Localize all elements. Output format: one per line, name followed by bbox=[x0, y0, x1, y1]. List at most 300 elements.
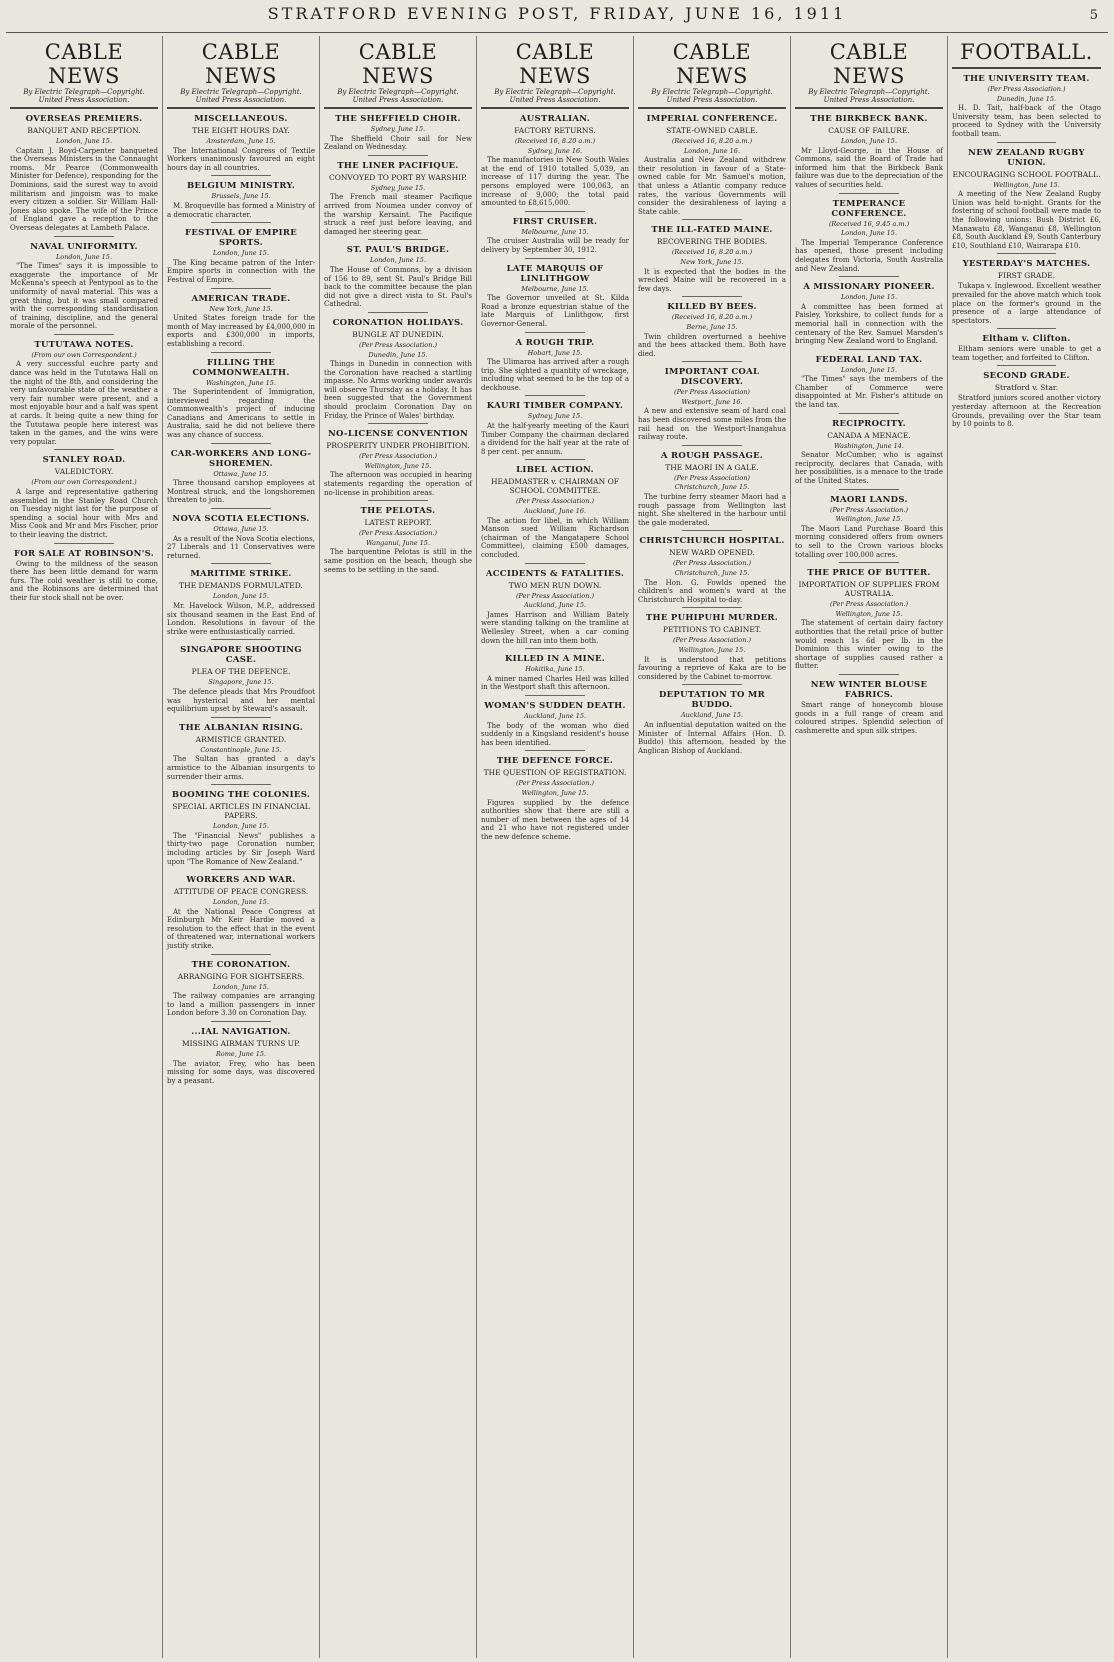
article-byline: (From our own Correspondent.) bbox=[31, 350, 137, 359]
article-headline: NEW ZEALAND RUGBY UNION. bbox=[968, 147, 1085, 168]
article bbox=[795, 349, 943, 410]
article-separator bbox=[839, 349, 898, 350]
article bbox=[795, 562, 943, 671]
article bbox=[638, 361, 786, 442]
article-separator bbox=[211, 1021, 270, 1022]
article-byline: (Per Press Association.) bbox=[359, 529, 437, 538]
article-dateline: London, June 15. bbox=[840, 293, 898, 302]
article bbox=[638, 607, 786, 681]
article-body: United States foreign trade for the month of May increased by £4,000,000 in exports and £300,000 in imports, establishing a record. bbox=[167, 314, 315, 348]
article-byline: (Per Press Association.) bbox=[987, 85, 1066, 93]
article-subheadline: TWO MEN RUN DOWN. bbox=[508, 580, 602, 590]
article-byline: (Received 16, 8.20 a.m.) bbox=[671, 313, 753, 322]
article-dateline: Sydney, June 15. bbox=[370, 125, 426, 133]
article-dateline: Rome, June 15. bbox=[215, 1050, 267, 1059]
article-separator bbox=[368, 155, 427, 156]
article-byline: (Received 16, 8.20 a.m.) bbox=[671, 137, 753, 145]
article-headline: MARITIME STRIKE. bbox=[190, 569, 292, 580]
article-subheadline: SPECIAL ARTICLES IN FINANCIAL PAPERS. bbox=[172, 802, 310, 821]
article-body: The manufactories in New South Wales at the end of 1910 totalled 5,039, an increase of 117 during the year. The persons employed were 100,063, an increase of 9,000; the total paid amounted to £8,615,000. bbox=[481, 156, 629, 208]
article bbox=[481, 332, 629, 393]
article bbox=[324, 312, 472, 420]
article-dateline: Washington, June 15. bbox=[205, 378, 276, 387]
article bbox=[795, 276, 943, 346]
article-body: Mr Lloyd-George, in the House of Commons, said the Board of Trade had informed him that the Birkbeck Bank failure was due to the depreciation of the values of securities held. bbox=[795, 146, 943, 189]
article-body: The Ulimaroa has arrived after a rough trip. She sighted a quantity of wreckage, including what seemed to be the top of a deckhouse. bbox=[481, 358, 629, 392]
article-headline: WOMAN'S SUDDEN DEATH. bbox=[484, 700, 626, 711]
article bbox=[638, 296, 786, 358]
article bbox=[481, 211, 629, 255]
article-dateline: Ottawa, June 15. bbox=[213, 525, 269, 534]
column-header: CABLE NEWS bbox=[829, 40, 909, 88]
article-dateline: London, June 15. bbox=[212, 982, 270, 991]
article-headline: ...IAL NAVIGATION. bbox=[191, 1027, 291, 1038]
article-byline: (Per Press Association.) bbox=[830, 600, 908, 609]
article-subheadline: PLEA OF THE DEFENCE. bbox=[191, 667, 291, 677]
article-body: At the half-yearly meeting of the Kauri Timber Company the chairman declared a dividend for the half year at the rate of 8 per cent. per annum. bbox=[481, 422, 629, 456]
article-body: It is expected that the bodies in the wrecked Maine will be recovered in a few days. bbox=[638, 267, 786, 293]
article-headline: DEPUTATION TO MR BUDDO. bbox=[658, 690, 766, 711]
article-body: The barquentine Pelotas is still in the same position on the beach, though she seems to be settling in the sand. bbox=[324, 548, 472, 574]
article-separator bbox=[839, 674, 898, 675]
page-number: 5 bbox=[1089, 8, 1098, 23]
article-body: The turbine ferry steamer Maori had a rough passage from Wellington last night. She sheltered in the harbour until the gale moderated. bbox=[638, 493, 786, 527]
article-dateline: Dunedin, June 15. bbox=[996, 94, 1057, 103]
article-headline: MAORI LANDS. bbox=[830, 494, 908, 505]
article-separator bbox=[211, 563, 270, 564]
article-dateline: London, June 15. bbox=[212, 592, 270, 601]
article-body: At the National Peace Congress at Edinburgh Mr Keir Hardie moved a resolution to the effect that in the event of threatened war, international workers justify strike. bbox=[167, 907, 315, 951]
article-separator bbox=[211, 869, 270, 870]
article-body: Captain J. Boyd-Carpenter banqueted the Overseas Ministers in the Connaught rooms. Mr Pearce (Commonwealth Minister for Defence), responding for the Dominions, said the surest way to avoid militarism and jingoism was to make every citizen a soldier. Sir William Hall-Jones also spoke. The wife of the Prince of England gave a reception to the Overseas delegates at Lambeth Palace. bbox=[10, 146, 158, 232]
article-separator bbox=[525, 750, 584, 751]
column-subheader: United Press Association. bbox=[823, 96, 915, 104]
article-dateline: Brussels, June 15. bbox=[211, 192, 271, 201]
article-separator bbox=[682, 607, 741, 608]
article-headline: NEW WINTER BLOUSE FABRICS. bbox=[810, 679, 928, 700]
article-separator bbox=[211, 717, 270, 718]
article-body: The Hon. G. Fowlds opened the children's and women's ward at the Christchurch Hospital to-day. bbox=[638, 578, 786, 604]
article-dateline: London, June 15. bbox=[840, 137, 898, 145]
article-body: The body of the woman who died suddenly in a Kingsland resident's house has been identified. bbox=[481, 721, 629, 747]
article-headline: NOVA SCOTIA ELECTIONS. bbox=[172, 514, 310, 525]
article bbox=[167, 175, 315, 219]
article-separator bbox=[997, 142, 1057, 143]
article bbox=[795, 489, 943, 560]
article-headline: TEMPERANCE CONFERENCE. bbox=[831, 198, 907, 219]
article bbox=[481, 258, 629, 329]
article-subheadline: HEADMASTER v. CHAIRMAN OF SCHOOL COMMITTEE. bbox=[490, 477, 619, 496]
article-headline: SECOND GRADE. bbox=[983, 371, 1070, 382]
article-separator bbox=[54, 543, 113, 544]
article-subheadline: FACTORY RETURNS. bbox=[514, 126, 596, 135]
article-separator bbox=[682, 219, 741, 220]
article-dateline: Christchurch, June 15. bbox=[674, 569, 750, 577]
article-separator bbox=[525, 695, 584, 696]
article-dateline: Wellington, June 15. bbox=[678, 645, 746, 654]
article-separator bbox=[211, 508, 270, 509]
column-header: CABLE NEWS bbox=[515, 40, 595, 88]
article-separator bbox=[682, 296, 741, 297]
article-dateline: Wellington, June 15. bbox=[835, 515, 903, 524]
article-separator bbox=[211, 222, 270, 223]
column-subheader: By Electric Telegraph—Copyright. bbox=[180, 88, 302, 96]
column-header-rule bbox=[952, 67, 1101, 69]
column-subheader: By Electric Telegraph—Copyright. bbox=[651, 88, 773, 96]
article-dateline: Wellington, June 15. bbox=[993, 180, 1060, 189]
article-headline: TUTUTAWA NOTES. bbox=[34, 339, 134, 350]
article bbox=[638, 219, 786, 293]
article-headline: BELGIUM MINISTRY. bbox=[186, 181, 296, 192]
article-subheadline: BANQUET AND RECEPTION. bbox=[27, 126, 141, 135]
article-headline: NAVAL UNIFORMITY. bbox=[30, 241, 138, 252]
article-body: The afternoon was occupied in hearing statements regarding the operation of no-license in prohibition areas. bbox=[324, 471, 472, 497]
article bbox=[952, 328, 1101, 362]
article-byline: (Per Press Association.) bbox=[673, 636, 751, 645]
article-body: Twin children overturned a beehive and the bees attacked them. Both have died. bbox=[638, 332, 786, 358]
article-byline: (Per Press Association.) bbox=[830, 505, 908, 514]
article-separator bbox=[997, 328, 1057, 329]
article-body: The railway companies are arranging to land a million passengers in inner London before 3.30 on Coronation Day. bbox=[167, 992, 315, 1018]
article-dateline: Melbourne, June 15. bbox=[521, 227, 589, 236]
article-body: Tukapa v. Inglewood. Excellent weather prevailed for the above match which took place on the former's ground in the presence of a large attendance of spectators. bbox=[952, 282, 1101, 325]
article-headline: FIRST CRUISER. bbox=[512, 216, 598, 227]
article bbox=[167, 114, 315, 172]
article-dateline: London, June 15. bbox=[840, 229, 898, 238]
article-separator bbox=[525, 395, 584, 396]
column-header-rule bbox=[324, 107, 472, 109]
article-dateline: London, June 15. bbox=[212, 249, 270, 258]
article-body: Owing to the mildness of the season there has been little demand for warm furs. The cold weather is still to come, and the Robinsons are determined that their fur stock shall not be over. bbox=[10, 559, 158, 602]
article-dateline: Hokitika, June 15. bbox=[525, 665, 585, 674]
article bbox=[167, 222, 315, 284]
article bbox=[167, 639, 315, 713]
article-byline: (Per Press Association.) bbox=[516, 497, 594, 506]
article-headline: THE PELOTAS. bbox=[360, 506, 436, 517]
article-dateline: London, June 16. bbox=[683, 146, 741, 155]
article-headline: THE UNIVERSITY TEAM. bbox=[963, 74, 1090, 84]
column-container bbox=[6, 36, 1108, 1658]
article-body: Senator McCumber, who is against reciprocity, declares that Canada, with her possibilities, is a menace to the trade of the United States. bbox=[795, 451, 943, 486]
article-separator bbox=[682, 361, 741, 362]
article-separator bbox=[525, 648, 584, 649]
article-body: Eltham seniors were unable to get a team together, and forfeited to Clifton. bbox=[952, 345, 1101, 362]
article-headline: KAURI TIMBER COMPANY. bbox=[486, 401, 624, 412]
article bbox=[795, 193, 943, 274]
article-subheadline: THE QUESTION OF REGISTRATION. bbox=[483, 768, 627, 778]
article-subheadline: VALEDICTORY. bbox=[54, 467, 114, 477]
article-subheadline: PETITIONS TO CABINET. bbox=[662, 625, 762, 635]
article bbox=[795, 413, 943, 486]
article-dateline: New York, June 15. bbox=[680, 257, 744, 266]
article-dateline: Wellington, June 15. bbox=[364, 461, 432, 470]
article-headline: NO-LICENSE CONVENTION bbox=[327, 429, 469, 440]
article-body: H. D. Tait, half-back of the Otago University team, has been selected to proceed to Sydney with the University football team. bbox=[952, 104, 1101, 138]
article bbox=[10, 449, 158, 539]
article-headline: THE LINER PACIFIQUE. bbox=[337, 160, 459, 171]
article bbox=[795, 674, 943, 735]
article-separator bbox=[211, 175, 270, 176]
article-separator bbox=[211, 443, 270, 444]
article-dateline: Christchurch, June 15. bbox=[674, 483, 750, 492]
article-subheadline: RECOVERING THE BODIES. bbox=[656, 237, 768, 247]
article bbox=[10, 543, 158, 603]
column-header: CABLE NEWS bbox=[44, 40, 124, 88]
column-header-rule bbox=[638, 107, 786, 109]
article-subheadline: IMPORTATION OF SUPPLIES FROM AUSTRALIA. bbox=[798, 580, 940, 599]
article-byline: (Per Press Association.) bbox=[516, 591, 594, 600]
article-body: A new and extensive seam of hard coal has been discovered some miles from the rail head on the Westport-Inangahua railway route. bbox=[638, 407, 786, 442]
article-separator bbox=[368, 423, 427, 424]
article-body: The Maori Land Purchase Board this morning considered offers from owners to sell to the Crown various blocks totalling over 100,000 acres. bbox=[795, 524, 943, 559]
article-body: The Superintendent of Immigration, interviewed regarding the Commonwealth's project of inducing Canadians and Americans to settle in Australia, said he did not believe there was any chance of success. bbox=[167, 388, 315, 440]
article bbox=[10, 236, 158, 331]
article-separator bbox=[525, 211, 584, 212]
article-body: A very successful euchre party and dance was held in the Tututawa Hall on the night of the 8th, and considering the very unfavourable state of the weather a very fair number were present, and a most enjoyable hour and a half was spent at cards. It being quite a new thing for the Tututawa people here interest was taken in the games, and the wins were very popular. bbox=[10, 360, 158, 446]
article bbox=[481, 395, 629, 456]
article-separator bbox=[997, 253, 1057, 254]
column-subheader: United Press Association. bbox=[38, 96, 130, 104]
article-body: A meeting of the New Zealand Rugby Union was held to-night. Grants for the fostering of school football were made to the following unions: Bush District £6, Manawatu £8, Wanganui £8, Wellington £8, South Auckland £9, South Canterbury £10, Southland £10, Wairarapa £10. bbox=[952, 190, 1101, 250]
article-headline: MISCELLANEOUS. bbox=[194, 114, 288, 124]
article-headline: A MISSIONARY PIONEER. bbox=[803, 282, 935, 293]
article-dateline: Auckland, June 15. bbox=[680, 711, 744, 720]
article-headline: THE ILL-FATED MAINE. bbox=[651, 225, 773, 236]
article-subheadline: FIRST GRADE. bbox=[997, 271, 1056, 281]
article-body: A committee has been formed at Paisley, Yorkshire, to collect funds for a memorial hall in connection with the centenary of the Rev. Samuel Marsden's bringing New Zealand word to England. bbox=[795, 302, 943, 346]
article-byline: (Received 16, 8.20 a.m.) bbox=[671, 248, 753, 257]
article-body: "The Times" says the members of the Chamber of Commerce were disappointed at Mr. Fisher's attitude on the land tax. bbox=[795, 375, 943, 410]
article-dateline: Dunedin, June 15. bbox=[368, 350, 428, 359]
article-dateline: Washington, June 14. bbox=[833, 441, 904, 450]
article-separator bbox=[211, 954, 270, 955]
article-separator bbox=[839, 193, 898, 194]
article-dateline: Melbourne, June 15. bbox=[521, 284, 589, 293]
article bbox=[167, 784, 315, 866]
article-subheadline: NEW WARD OPENED. bbox=[669, 548, 755, 558]
article-separator bbox=[682, 445, 741, 446]
article-dateline: Sydney, June 16. bbox=[527, 146, 583, 155]
article-body: The Governor unveiled at St. Kilda Road a bronze equestrian statue of the late Marquis of Linlithgow, first Governor-General. bbox=[481, 294, 629, 328]
column-subheader: By Electric Telegraph—Copyright. bbox=[494, 88, 616, 96]
article-body: Things in Dunedin in connection with the Coronation have reached a startling impasse. No Arms working under awards will observe Thursday as a holiday. It has been suggested that the Government should proclaim Coronation Day on Friday, the Prince of Wales' birthday. bbox=[324, 360, 472, 420]
article-body: It is understood that petitions favouring a reprieve of Kaka are to be considered by the Cabinet to-morrow. bbox=[638, 655, 786, 681]
article-dateline: Sydney, June 15. bbox=[527, 412, 583, 421]
article-dateline: Berne, June 15. bbox=[686, 322, 738, 331]
article-separator bbox=[525, 258, 584, 259]
article-dateline: Auckland, June 15. bbox=[523, 711, 587, 720]
article-headline: THE PUHIPUHI MURDER. bbox=[645, 613, 779, 624]
article bbox=[167, 954, 315, 1018]
article-headline: Eltham v. Clifton. bbox=[982, 334, 1071, 345]
article-headline: WORKERS AND WAR. bbox=[186, 875, 296, 886]
article-dateline: London, June 15. bbox=[212, 898, 270, 907]
article-body: Smart range of honeycomb blouse goods in a full range of cream and coloured stripes. Splendid selection of cashmerette and spun silk stripes. bbox=[795, 700, 943, 735]
article bbox=[952, 142, 1101, 251]
article bbox=[324, 239, 472, 309]
article-headline: KILLED IN A MINE. bbox=[504, 654, 606, 665]
article bbox=[167, 717, 315, 781]
article-body: A large and representative gathering assembled in the Stanley Road Church on Tuesday night last for the purpose of spending a social hour with Mrs and Miss Cook and Mr and Mrs Fischer, prior to their leaving the district. bbox=[10, 488, 158, 539]
article-dateline: Singapore, June 15. bbox=[208, 678, 274, 687]
article-dateline: New York, June 15. bbox=[209, 304, 273, 313]
article-byline: (Per Press Association.) bbox=[516, 779, 594, 788]
article-body: As a result of the Nova Scotia elections, 27 Liberals and 11 Conservatives were returned. bbox=[167, 534, 315, 560]
article-body: The defence pleads that Mrs Proudfoot was hysterical and her mental equilibrium upset by Steward's assault. bbox=[167, 687, 315, 714]
article bbox=[481, 114, 629, 208]
article-dateline: Constantinople, June 15. bbox=[200, 745, 282, 754]
article-headline: OVERSEAS PREMIERS. bbox=[25, 114, 143, 124]
article-separator bbox=[839, 489, 898, 490]
article-body: A miner named Charles Heil was killed in the Westport shaft this afternoon. bbox=[481, 674, 629, 692]
article bbox=[638, 530, 786, 604]
article-separator bbox=[525, 459, 584, 460]
article-separator bbox=[54, 236, 113, 237]
article-separator bbox=[682, 684, 741, 685]
article-subheadline: ENCOURAGING SCHOOL FOOTBALL. bbox=[952, 169, 1101, 179]
article-dateline: London, June 15. bbox=[840, 365, 898, 374]
article-dateline: London, June 15. bbox=[212, 822, 270, 831]
article-subheadline: LATEST REPORT. bbox=[364, 518, 432, 528]
masthead-title: STRATFORD EVENING POST, FRIDAY, JUNE 16, 1911 bbox=[267, 4, 847, 23]
article-headline: A ROUGH TRIP. bbox=[515, 337, 595, 348]
article-headline: KILLED BY BEES. bbox=[667, 302, 757, 313]
article bbox=[10, 114, 158, 233]
article-byline: (Per Press Association.) bbox=[359, 340, 437, 349]
article-byline: (Per Press Association.) bbox=[673, 559, 751, 568]
article-dateline: Ottawa, June 15. bbox=[213, 469, 269, 478]
article-body: The "Financial News" publishes a thirty-two page Coronation number, including articles by Sir Joseph Ward upon "The Romance of New Zealand." bbox=[167, 831, 315, 866]
article-dateline: Wanganui, June 15. bbox=[365, 538, 431, 547]
column-header-rule bbox=[167, 107, 315, 109]
article-subheadline: BUNGLE AT DUNEDIN. bbox=[352, 329, 444, 339]
article-subheadline: PROSPERITY UNDER PROHIBITION. bbox=[326, 441, 470, 451]
article-dateline: Auckland, June 16. bbox=[523, 507, 587, 516]
column-header-rule bbox=[795, 107, 943, 109]
article-headline: SINGAPORE SHOOTING CASE. bbox=[180, 645, 302, 666]
article-byline: (Received 16, 8.20 a.m.) bbox=[514, 137, 596, 145]
column-subheader: United Press Association. bbox=[666, 96, 758, 104]
column-header-rule bbox=[481, 107, 629, 109]
column-subheader: United Press Association. bbox=[509, 96, 601, 104]
article bbox=[324, 423, 472, 497]
article-subheadline: CAUSE OF FAILURE. bbox=[828, 126, 910, 135]
article bbox=[167, 352, 315, 440]
article bbox=[167, 443, 315, 505]
article bbox=[638, 684, 786, 755]
article-separator bbox=[525, 563, 584, 564]
article bbox=[638, 114, 786, 216]
article-body: The French mail steamer Pacifique arrived from Noumea under convoy of the warship Kersaint. The Pacifique struck a reef just before leaving, and damaged her steering gear. bbox=[324, 193, 472, 236]
article-headline: CHRISTCHURCH HOSPITAL. bbox=[639, 536, 785, 547]
article-subheadline: STATE-OWNED CABLE. bbox=[666, 126, 758, 135]
article-body: Figures supplied by the defence authorities show that there are still a number of men between the ages of 14 and 21 who have not registered under the new defence scheme. bbox=[481, 798, 629, 841]
article bbox=[638, 445, 786, 528]
article-separator bbox=[839, 562, 898, 563]
article-headline: BOOMING THE COLONIES. bbox=[171, 790, 311, 801]
masthead-rule bbox=[6, 32, 1108, 33]
article-byline: (Received 16, 9.45 a.m.) bbox=[828, 219, 910, 228]
article bbox=[952, 365, 1101, 428]
article bbox=[167, 563, 315, 636]
article bbox=[10, 334, 158, 447]
article-separator bbox=[368, 312, 427, 313]
article-body: Mr. Havelock Wilson, M.P., addressed six thousand seamen in the East End of London. Resolutions in favour of the strike were enthusiastically carried. bbox=[167, 602, 315, 636]
article-headline: FILLING THE COMMONWEALTH. bbox=[192, 357, 290, 378]
article-body: Australia and New Zealand withdrew their resolution in favour of a State-owned cable for Mr. Samuel's motion, that unless a Atlantic company reduce rates, the various Governments will consider the desirableness of laying a State cable. bbox=[638, 156, 786, 216]
article bbox=[324, 155, 472, 237]
article-headline: THE ALBANIAN RISING. bbox=[178, 722, 304, 733]
article-dateline: Wellington, June 15. bbox=[521, 788, 589, 797]
article-headline: FOR SALE AT ROBINSON'S. bbox=[13, 548, 155, 559]
article-body: M. Broqueville has formed a Ministry of a democratic character. bbox=[167, 201, 315, 219]
article-dateline: Amsterdam, June 15. bbox=[206, 137, 276, 145]
article-headline: RECIPROCITY. bbox=[832, 418, 906, 429]
article bbox=[481, 648, 629, 692]
article-dateline: London, June 15. bbox=[55, 252, 113, 261]
news-column bbox=[320, 36, 477, 1658]
article bbox=[952, 74, 1101, 139]
article-body: "The Times" says it is impossible to exaggerate the importance of Mr McKenna's speech at Pentypool as to the uniformity of naval material. This was a great thing, but it was small compared with the corresponding standardisation of training, discipline, and the general morale of the personnel. bbox=[10, 262, 158, 331]
article-headline: A ROUGH PASSAGE. bbox=[660, 450, 764, 461]
article-headline: AUSTRALIAN. bbox=[519, 114, 591, 124]
article-subheadline: Stratford v. Star. bbox=[994, 383, 1059, 393]
article-body: The Sheffield Choir sail for New Zealand on Wednesday. bbox=[324, 134, 472, 152]
article-subheadline: MISSING AIRMAN TURNS UP. bbox=[181, 1039, 301, 1049]
article bbox=[167, 288, 315, 349]
news-column bbox=[948, 36, 1105, 1658]
article-dateline: Hobart, June 15. bbox=[527, 348, 583, 357]
article-headline: IMPORTANT COAL DISCOVERY. bbox=[664, 367, 760, 388]
article-separator bbox=[54, 449, 113, 450]
article-headline: THE CORONATION. bbox=[191, 959, 291, 970]
article-body: James Harrison and William Bately were standing talking on the tramline at Wellesley Street, when a car coming down the hill ran into them both. bbox=[481, 610, 629, 645]
article-body: The action for libel, in which William Manson sued William Richardson (chairman of the Mangatapere School Committee), claiming £500 damages, concluded. bbox=[481, 516, 629, 559]
article-headline: ST. PAUL'S BRIDGE. bbox=[346, 245, 450, 256]
article-byline: (From our own Correspondent.) bbox=[31, 478, 137, 487]
column-header: CABLE NEWS bbox=[201, 40, 281, 88]
article-dateline: Westport, June 16. bbox=[681, 397, 743, 406]
article-separator bbox=[211, 288, 270, 289]
article bbox=[167, 508, 315, 560]
article-separator bbox=[211, 639, 270, 640]
article-subheadline: CANADA A MENACE. bbox=[827, 430, 911, 440]
news-column bbox=[634, 36, 791, 1658]
article-subheadline: ATTITUDE OF PEACE CONGRESS. bbox=[173, 887, 309, 897]
article-byline: (Per Press Association) bbox=[674, 473, 750, 482]
article-separator bbox=[368, 500, 427, 501]
article bbox=[952, 253, 1101, 325]
column-header-rule bbox=[10, 107, 158, 109]
article-separator bbox=[368, 239, 427, 240]
column-subheader: United Press Association. bbox=[195, 96, 287, 104]
article-headline: THE PRICE OF BUTTER. bbox=[807, 568, 931, 579]
article-headline: THE SHEFFIELD CHOIR. bbox=[335, 114, 461, 124]
article-byline: (Per Press Association) bbox=[674, 388, 750, 397]
article-subheadline: CONVOYED TO PORT BY WARSHIP. bbox=[328, 172, 467, 182]
article-separator bbox=[211, 784, 270, 785]
article bbox=[324, 500, 472, 574]
article-headline: LATE MARQUIS OF LINLITHGOW bbox=[506, 263, 604, 284]
article-body: The Imperial Temperance Conference has opened, those present including delegates from Victoria, South Australia and New Zealand. bbox=[795, 238, 943, 273]
column-header: CABLE NEWS bbox=[358, 40, 438, 88]
article-subheadline: THE EIGHT HOURS DAY. bbox=[192, 126, 290, 135]
article bbox=[167, 869, 315, 951]
column-header: CABLE NEWS bbox=[672, 40, 752, 88]
article-headline: FEDERAL LAND TAX. bbox=[815, 354, 923, 365]
article-headline: STANLEY ROAD. bbox=[42, 455, 126, 466]
article-byline: (Per Press Association.) bbox=[359, 452, 437, 461]
